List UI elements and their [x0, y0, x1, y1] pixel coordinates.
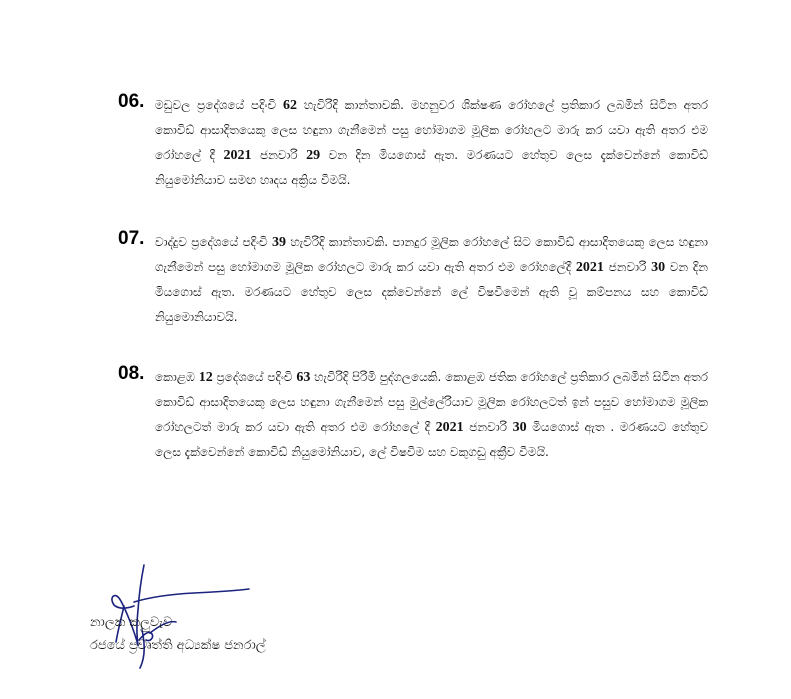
- numeral: 62: [282, 98, 297, 113]
- text-run: හැවිරිදි කාන්තාවකි. පානදුර මූලික රෝහලේ සිට කොවිඩ් ආසාදිතයෙකු ලෙස හඳුනා ගැනීමෙන් පසු හෝමාගම මූලික රෝහලට මාරු කර යවා ඇති අතර එම රෝහලේදී: [155, 235, 708, 274]
- item-text: [155, 365, 708, 465]
- text-run: ජනවාරි: [251, 148, 307, 162]
- text-run: ජනවාරි: [463, 420, 513, 434]
- notice-item-07: [118, 230, 708, 330]
- item-number: 06.: [118, 91, 145, 112]
- signatory-title: රජයේ ප්‍රවෘත්ති අධ්‍යක්ෂ ජනරාල්: [90, 638, 266, 653]
- text-run: වාද්දුව ප්‍රදේශයේ පදිංචි: [155, 235, 273, 249]
- text-run: වන දින මියගොස් ඇත. මරණයට හේතුව ලෙස දක්වෙන්නේ ලේ විෂවීමෙන් ඇති වූ කම්පනය සහ කොවිඩ් නියුමොනියාවයි.: [155, 260, 708, 324]
- text-run: ප්‍රදේශයේ පදිංචි: [212, 370, 297, 384]
- item-text: [155, 230, 708, 330]
- numeral: 39: [272, 235, 287, 250]
- text-run: කොළඹ: [155, 370, 199, 384]
- signatory-name: නාලක කලුවැව: [90, 615, 173, 630]
- text-run: මියගොස් ඇත . මරණයට හේතුව ලෙස දැක්වෙන්නේ කොවිඩ් නියුමෝනියාව, ලේ විෂවීම සහ වකුගඩු අක්‍රීව වීමයි.: [155, 420, 709, 459]
- text-run: වන දින මියගොස් ඇත. මරණයට හේතුව ලෙස දැක්වෙන්නේ කොවිඩ් නියුමෝනියාව සමඟ හෘදය අක්‍රිය වීමයි.: [155, 148, 708, 187]
- item-number: 07.: [118, 228, 145, 249]
- signature-block: [82, 560, 482, 680]
- numeral: 30: [512, 420, 527, 435]
- numeral: 30: [651, 260, 666, 275]
- numeral: 2021: [223, 148, 252, 163]
- text-run: හැවිරිදි පිරිමි පුද්ගලයෙකි. කොළඹ ජතික රෝහලේ ප්‍රතිකාර ලබමින් සිටින අතර කොවිඩ් ආසාදිතයෙකු ලෙස හඳුනා ගැනීමෙන් පසු මුල්ලේරියාව මූලික රෝහලටත් ඉන් පසුව හෝමාගම මූලික රෝහලටත් මාරු කර යවා ඇති අතර එම රෝහලේ දී: [155, 370, 709, 434]
- numeral: 12: [198, 370, 213, 385]
- numeral: 29: [306, 148, 321, 163]
- item-text: [155, 93, 708, 193]
- notice-item-06: [118, 93, 708, 193]
- text-run: හැවිරිදි කාන්තාවකි. මහනුවර ශික්ෂණ රෝහලේ ප්‍රතිකාර ලබමින් සිටින අතර කොවිඩ් ආසාදිතයෙකු ලෙස හඳුනා ගැනීමෙන් පසු හෝමාගම මූලික රෝහලට මාරු කර යවා ඇති අතර එම රෝහලේ දී: [155, 98, 708, 162]
- text-run: ජනවාරි: [603, 260, 652, 274]
- item-number: 08.: [118, 363, 145, 384]
- numeral: 2021: [435, 420, 464, 435]
- numeral: 2021: [575, 260, 604, 275]
- numeral: 63: [296, 370, 311, 385]
- notice-item-08: [118, 365, 708, 465]
- text-run: මඩුවල ප්‍රදේශයේ පදිංචි: [155, 98, 283, 112]
